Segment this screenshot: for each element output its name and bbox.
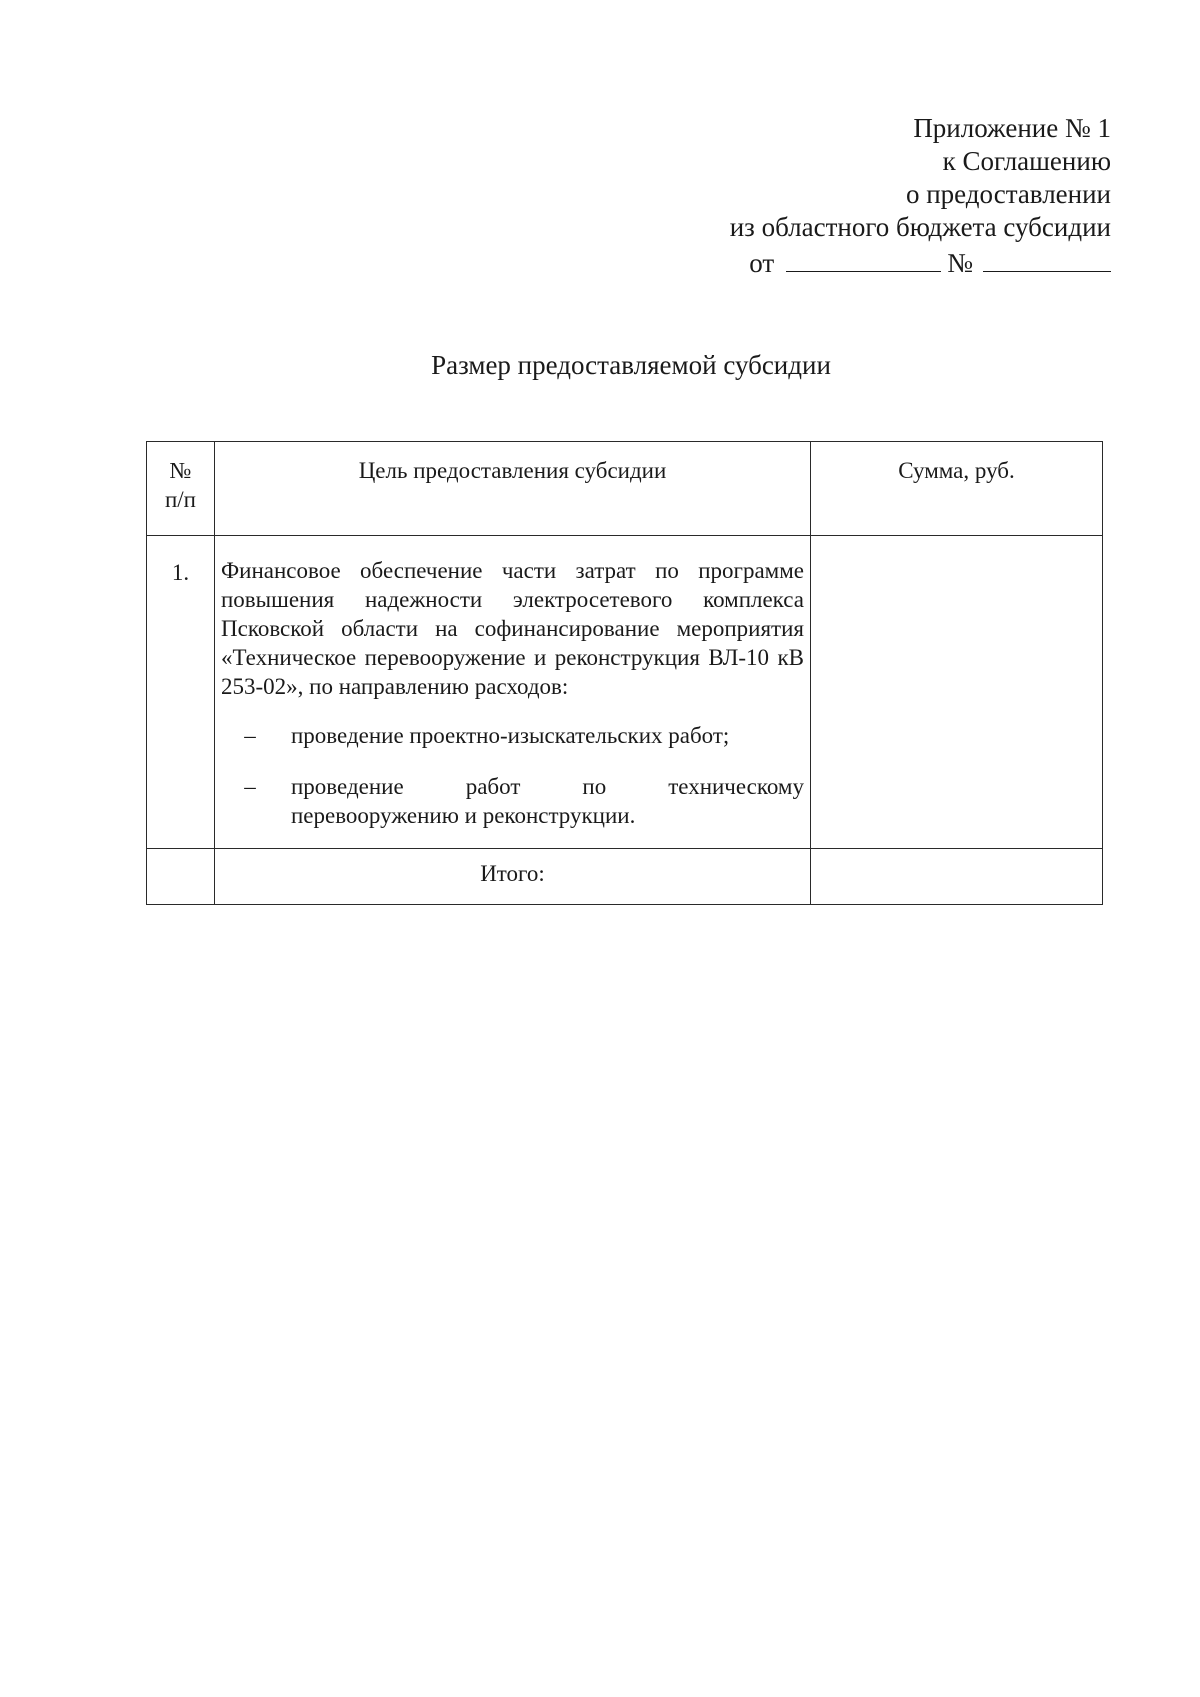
appendix-budget-ref: из областного бюджета субсидии <box>729 212 1111 242</box>
total-row <box>147 849 1103 905</box>
header-num: № п/п <box>147 442 215 536</box>
appendix-number: Приложение № 1 <box>913 113 1111 143</box>
header-purpose: Цель предоставления субсидии <box>215 442 811 536</box>
row-num: 1. <box>147 536 215 849</box>
table-row <box>147 536 1103 849</box>
subsidy-table <box>146 441 1103 905</box>
document-title: Размер предоставляемой субсидии <box>431 350 831 380</box>
number-blank <box>983 247 1111 272</box>
bullet-marker: – <box>244 723 256 748</box>
appendix-header <box>730 112 1111 280</box>
total-num-cell <box>147 849 215 905</box>
list-item-text: проведение проектно-изыскательских работ; <box>291 723 730 748</box>
row-sum <box>811 536 1103 849</box>
date-prefix: от <box>749 248 775 278</box>
list-item-text: проведение работ по техническому перевооружению и реконструкции. <box>291 774 804 828</box>
number-sign: № <box>947 248 973 278</box>
list-item <box>221 721 804 750</box>
table-header-row <box>147 442 1103 536</box>
expense-directions-list <box>221 721 804 830</box>
header-sum: Сумма, руб. <box>811 442 1103 536</box>
appendix-agreement-ref: к Соглашению <box>942 146 1111 176</box>
appendix-date-number-line <box>730 247 1111 280</box>
bullet-marker: – <box>244 774 256 799</box>
date-blank <box>786 247 941 272</box>
appendix-provision-ref: о предоставлении <box>905 179 1111 209</box>
row-purpose <box>215 536 811 849</box>
total-label: Итого: <box>215 849 811 905</box>
row-description: Финансовое обеспечение части затрат по программе повышения надежности электросетевого комплекса Псковской области на софинансирование мероприятия «Техническое перевооружение и реконструкция ВЛ-10 кВ 253-02», по направлению расходов: <box>221 558 804 699</box>
list-item <box>221 772 804 830</box>
total-sum <box>811 849 1103 905</box>
